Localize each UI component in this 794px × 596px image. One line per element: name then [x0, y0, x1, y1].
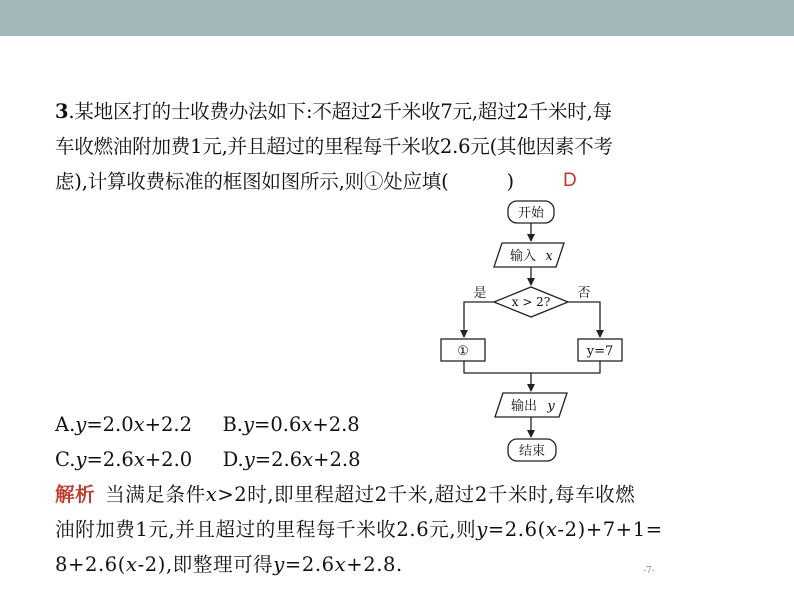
flow-input-label: 输入 — [509, 249, 537, 264]
solution-line-1: 解析 当满足条件x>2时,即里程超过2千米,超过2千米时,每车收燃 — [55, 483, 636, 506]
solution-line-2: 油附加费1元,并且超过的里程每千米收2.6元,则y=2.6(x-2)+7+1= — [55, 518, 663, 541]
flow-end-label: 结束 — [518, 444, 546, 459]
flow-decision-label: x > 2? — [511, 295, 551, 309]
flow-yes-label: 是 — [473, 286, 487, 301]
flow-output-label: 输出 — [510, 399, 538, 414]
option-d[interactable]: D.y=2.6x+2.8 — [222, 448, 361, 471]
question-line-3: 虑),计算收费标准的框图如图所示,则①处应填( ) — [55, 170, 514, 193]
solution-label: 解析 — [55, 483, 96, 506]
flow-y7-label: y=7 — [586, 344, 614, 359]
solution-line-3: 8+2.6(x-2),即整理可得y=2.6x+2.8. — [55, 553, 403, 576]
options-row-1 — [55, 411, 360, 439]
option-c[interactable]: C.y=2.6x+2.0 — [55, 448, 193, 471]
option-a[interactable]: A.y=2.0x+2.2 — [55, 413, 193, 436]
options-row-2 — [55, 446, 360, 474]
flow-blank-label: ① — [457, 344, 469, 359]
flow-start-label: 开始 — [517, 206, 545, 221]
page-number: -7- — [643, 566, 655, 576]
flow-output-var: y — [547, 399, 555, 414]
flow-input-var: x — [545, 249, 553, 264]
answer-letter: D — [563, 170, 577, 191]
question-number: 3 — [55, 100, 69, 123]
option-b[interactable]: B.y=0.6x+2.8 — [222, 413, 360, 436]
question-line-2: 车收燃油附加费1元,并且超过的里程每千米收2.6元(其他因素不考 — [55, 135, 613, 158]
flow-no-label: 否 — [577, 286, 591, 301]
question-line-1: 3.某地区打的士收费办法如下:不超过2千米收7元,超过2千米时,每 — [55, 100, 612, 123]
